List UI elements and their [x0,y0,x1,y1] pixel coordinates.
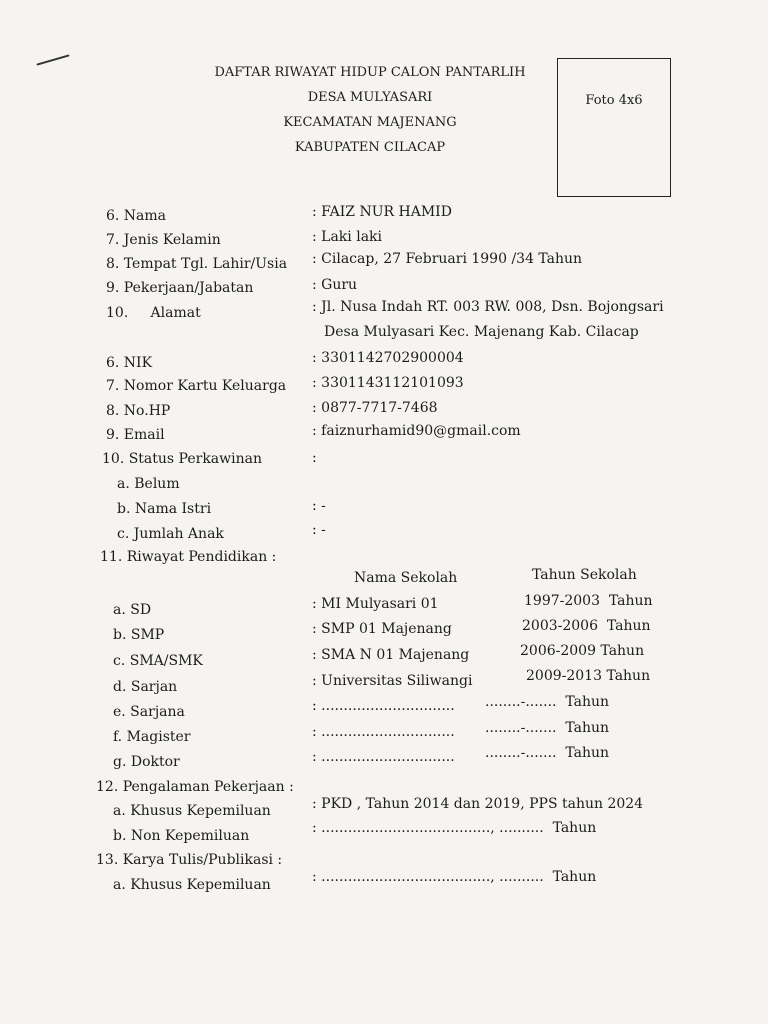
pen-mark [36,54,69,65]
wife-name-value: : - [312,498,326,514]
publications-label: 13. Karya Tulis/Publikasi : [96,852,283,868]
birth-label: 8. Tempat Tgl. Lahir/Usia [106,256,288,272]
photo-placeholder [557,58,671,197]
work-electoral-label: a. Khusus Kepemiluan [113,803,271,819]
header-village: DESA MULYASARI [307,90,433,105]
occupation-value: : Guru [312,277,358,293]
work-electoral-value: : PKD , Tahun 2014 dan 2019, PPS tahun 2024 [312,796,644,812]
nik-label: 6. NIK [106,355,153,371]
address-value: : Jl. Nusa Indah RT. 003 RW. 008, Dsn. Bojongsari [312,299,664,315]
education-year-bachelor: 2009-2013 Tahun [526,668,651,684]
education-level-doctor: g. Doktor [113,754,180,770]
education-level-smp: b. SMP [113,627,165,643]
education-year-doctor: ........-....... Tahun [485,745,610,761]
gender-label: 7. Jenis Kelamin [106,232,221,248]
phone-label: 8. No.HP [106,403,171,419]
education-school-sma: : SMA N 01 Majenang [312,647,470,663]
nik-value: : 3301142702900004 [312,350,464,366]
education-year-sarjana: ........-....... Tahun [485,694,610,710]
education-level-bachelor: d. Sarjan [113,679,178,695]
gender-value: : Laki laki [312,229,383,245]
phone-value: : 0877-7717-7468 [312,400,438,416]
publications-electoral-label: a. Khusus Kepemiluan [113,877,271,893]
education-school-doctor: : .............................. [312,749,455,765]
marital-single-label: a. Belum [117,476,180,492]
marital-status-label: 10. Status Perkawinan [102,451,262,467]
wife-name-label: b. Nama Istri [117,501,212,517]
family-card-value: : 3301143112101093 [312,375,464,391]
education-level-magister: f. Magister [113,729,191,745]
address-value-line2: Desa Mulyasari Kec. Majenang Kab. Cilacap [324,324,639,340]
education-school-magister: : .............................. [312,724,455,740]
education-level-sarjana: e. Sarjana [113,704,185,720]
birth-value: : Cilacap, 27 Februari 1990 /34 Tahun [312,251,583,267]
photo-label: Foto 4x6 [585,93,643,108]
header-title: DAFTAR RIWAYAT HIDUP CALON PANTARLIH [214,65,526,80]
email-label: 9. Email [106,427,165,443]
education-school-bachelor: : Universitas Siliwangi [312,673,473,689]
children-count-label: c. Jumlah Anak [117,526,224,542]
education-year-smp: 2003-2006 Tahun [522,618,651,634]
work-non-electoral-value: : ......................................, .......... Tahun [312,820,597,836]
education-year-sma: 2006-2009 Tahun [520,643,645,659]
name-label: 6. Nama [106,208,167,224]
school-column-header: Nama Sekolah [354,570,458,586]
education-level-sma: c. SMA/SMK [113,653,203,669]
work-experience-label: 12. Pengalaman Pekerjaan : [96,779,294,795]
education-school-smp: : SMP 01 Majenang [312,621,452,637]
education-year-sd: 1997-2003 Tahun [524,593,653,609]
work-non-electoral-label: b. Non Kepemiluan [113,828,250,844]
document-header [190,60,550,160]
marital-status-colon: : [312,450,317,466]
education-school-sarjana: : .............................. [312,698,455,714]
occupation-label: 9. Pekerjaan/Jabatan [106,280,254,296]
header-regency: KABUPATEN CILACAP [294,140,446,155]
education-school-sd: : MI Mulyasari 01 [312,596,439,612]
education-label: 11. Riwayat Pendidikan : [100,549,277,565]
header-district: KECAMATAN MAJENANG [283,115,457,130]
publications-electoral-value: : ......................................, .......... Tahun [312,869,597,885]
email-value: : faiznurhamid90@gmail.com [312,423,521,439]
education-year-magister: ........-....... Tahun [485,720,610,736]
education-level-sd: a. SD [113,602,152,618]
year-column-header: Tahun Sekolah [532,567,637,583]
address-label: 10. Alamat [106,305,201,321]
name-value: : FAIZ NUR HAMID [312,204,452,220]
family-card-label: 7. Nomor Kartu Keluarga [106,378,287,394]
children-count-value: : - [312,522,326,538]
